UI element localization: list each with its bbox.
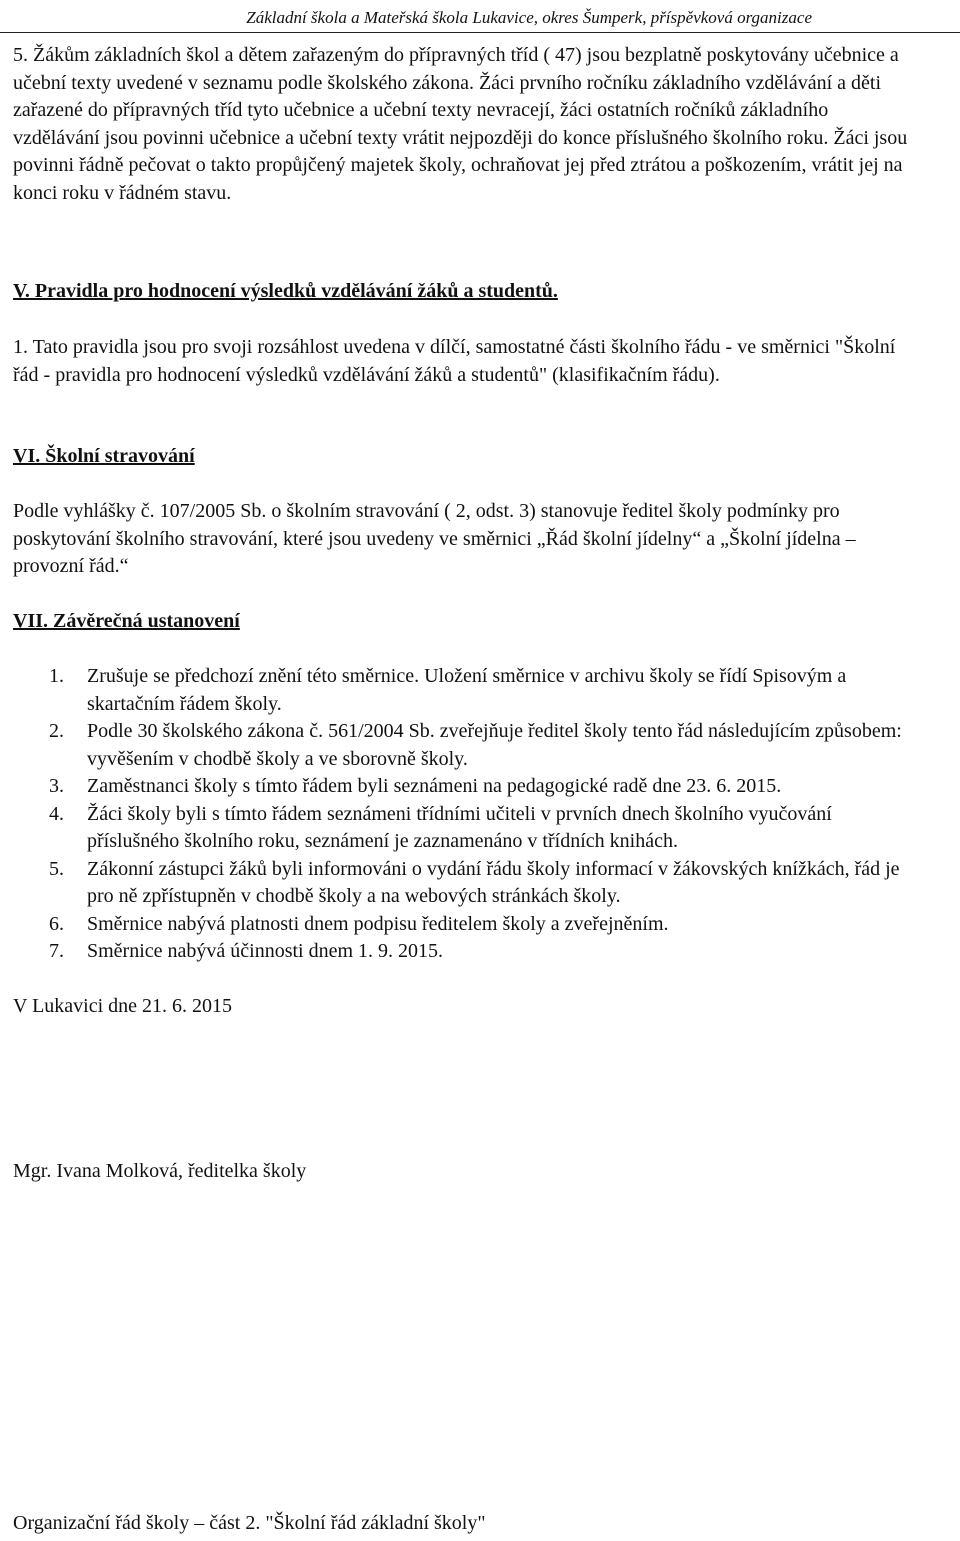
list-item-number: 4. [49,802,64,825]
list-item [13,663,918,718]
list-item-number: 2. [49,720,64,742]
list-item-number: 1. [49,665,64,687]
final-provisions-list [13,663,918,966]
list-item-text: Směrnice nabývá účinnosti dnem 1. 9. 2015. [87,940,444,962]
list-item-number: 5. [49,857,64,880]
list-item-text: Podle 30 školského zákona č. 561/2004 Sb. zveřejňuje ředitel školy tento řád následujícím způsobem: vyvěšením v chodbě školy a ve sborovně školy. [87,720,902,770]
list-item-number: 3. [49,775,64,797]
list-item [13,856,918,911]
list-item [13,801,918,856]
section-7-heading: VII. Závěrečná ustanovení [13,610,240,632]
place-date: V Lukavici dne 21. 6. 2015 [13,995,233,1017]
list-item-number: 6. [49,912,64,935]
list-item-text: Zaměstnanci školy s tímto řádem byli seznámeni na pedagogické radě dne 23. 6. 2015. [87,775,782,797]
list-item [13,938,918,966]
list-item [13,911,918,939]
header-text: Základní škola a Mateřská škola Lukavice, okres Šumperk, příspěvková organizace [246,8,812,27]
section-6-text: Podle vyhlášky č. 107/2005 Sb. o školním stravování ( 2, odst. 3) stanovuje ředitel školy podmínky pro poskytování školního stravování, které jsou uvedeny ve směrnici „Řád školní jídelny“ a „Školní jídelna – provozní řád.“ [13,500,856,577]
list-item-number: 7. [49,940,64,962]
signature-line: Mgr. Ivana Molková, ředitelka školy [13,1160,307,1182]
list-item [13,718,918,773]
list-item-text: Zákonní zástupci žáků byli informováni o vydání řádu školy informací v žákovských knížkách, řád je pro ně zpřístupněn v chodbě školy a na webových stránkách školy. [87,857,900,907]
list-item-text: Žáci školy byli s tímto řádem seznámeni třídními učiteli v prvních dnech školního vyučování příslušného školního roku, seznámení je zaznamenáno v třídních knihách. [87,802,832,852]
section-6-heading: VI. Školní stravování [13,445,195,467]
page-footer: Organizační řád školy – část 2. "Školní řád základní školy" [13,1512,486,1534]
section-5-heading: V. Pravidla pro hodnocení výsledků vzdělávání žáků a studentů. [13,280,558,302]
list-item-text: Zrušuje se předchozí znění této směrnice. Uložení směrnice v archivu školy se řídí Spisovým a skartačním řádem školy. [87,665,847,715]
section-5-text: 1. Tato pravidla jsou pro svoji rozsáhlost uvedena v dílčí, samostatné části školního řádu - ve směrnici "Školní řád - pravidla pro hodnocení výsledků vzdělávání žáků a studentů" (klasifikačním řádu). [13,336,896,386]
page-header [0,4,960,33]
list-item [13,773,918,801]
paragraph-5: 5. Žákům základních škol a dětem zařazeným do přípravných tříd ( 47) jsou bezplatně poskytovány učebnice a učební texty uvedené v seznamu podle školského zákona. Žáci prvního ročníku základního vzdělávání a děti zařazené do přípravných tříd tyto učebnice a učební texty nevracejí, žáci ostatních ročníků základního vzdělávání jsou povinni učebnice a učební texty vrátit nejpozději do konce příslušného školního roku. Žáci jsou povinni řádně pečovat o takto propůjčený majetek školy, ochraňovat jej před ztrátou a poškozením, vrátit jej na konci roku v řádném stavu. [13,44,908,204]
list-item-text: Směrnice nabývá platnosti dnem podpisu ředitelem školy a zveřejněním. [87,912,669,935]
